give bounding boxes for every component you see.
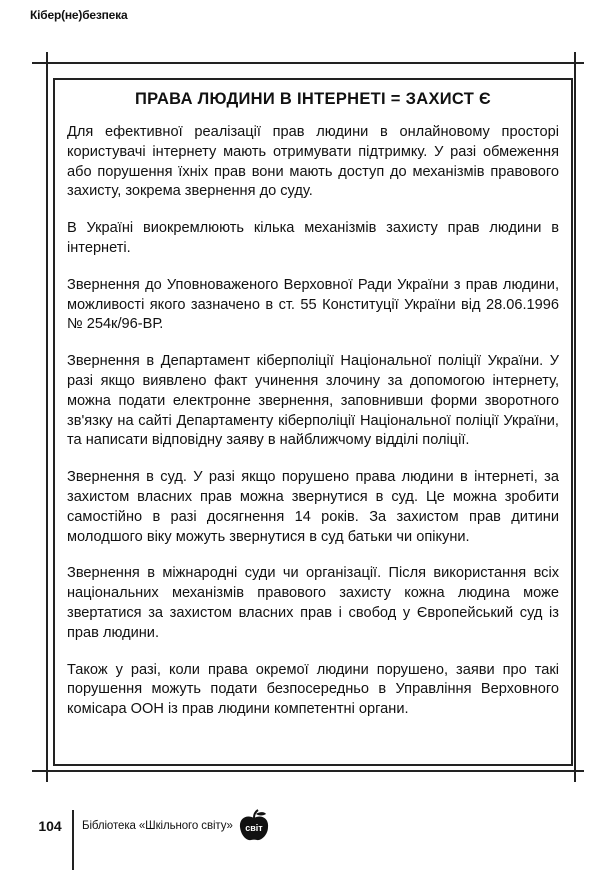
footer-divider (72, 810, 74, 870)
frame-line-bottom (32, 770, 584, 772)
content-box (53, 78, 573, 766)
frame-line-left (46, 52, 48, 782)
apple-logo-text: світ (245, 823, 263, 833)
paragraph-ombudsman: Звернення до Уповноваженого Верховної Ради України з прав людини, можливості якого зазначено в ст. 55 Конституції України від 28.06.1996 № 254к/96-ВР. (67, 276, 559, 333)
paragraph-international: Звернення в міжнародні суди чи організації. Після використання всіх національних механізмів правового захисту кожна людина може звертатися за захистом власних прав і свобод у Європейський суд із прав людини. (67, 565, 559, 641)
paragraph-intro: Для ефективної реалізації прав людини в онлайновому просторі користувачі інтернету мають отримувати підтримку. У разі обмеження або порушення їхніх прав вони мають доступ до механізмів правового захисту, зокрема звернення до суду. (67, 124, 559, 200)
paragraph-cyberpolice: Звернення в Департамент кіберполіції Національної поліції України. У разі якщо виявлено факт учинення злочину за допомогою інтернету, можна подати електронне звернення, заповнивши форми зворотного зв'язку на сайті Департаменту кіберполіції Національної поліції України, та написати відповідну заяву в найближчому відділі поліції. (67, 353, 559, 449)
paragraph-mechanisms: В Україні виокремлюють кілька механізмів захисту прав людини в інтернеті. (67, 220, 559, 256)
series-title: Бібліотека «Шкільного світу» (82, 820, 233, 832)
paragraph-court: Звернення в суд. У разі якщо порушено права людини в інтернеті, за захистом власних прав можна звернутися в суд. Це можна зробити самостійно в разі досягнення 14 років. За захистом прав дитини молодшого віку можуть звернутися в суд батьки чи опікуни. (67, 469, 559, 545)
page-number: 104 (38, 818, 62, 834)
apple-logo-icon (237, 809, 271, 843)
frame-line-top (32, 62, 584, 64)
frame-line-right (574, 52, 576, 782)
running-header: Кібер(не)безпека (30, 8, 128, 22)
paragraph-un: Також у разі, коли права окремої людини порушено, заяви про такі порушення можуть подати безпосередньо в Управління Верховного комісара ООН із прав людини компетентні органи. (67, 661, 559, 718)
box-title: ПРАВА ЛЮДИНИ В ІНТЕРНЕТІ = ЗАХИСТ Є (134, 90, 492, 108)
